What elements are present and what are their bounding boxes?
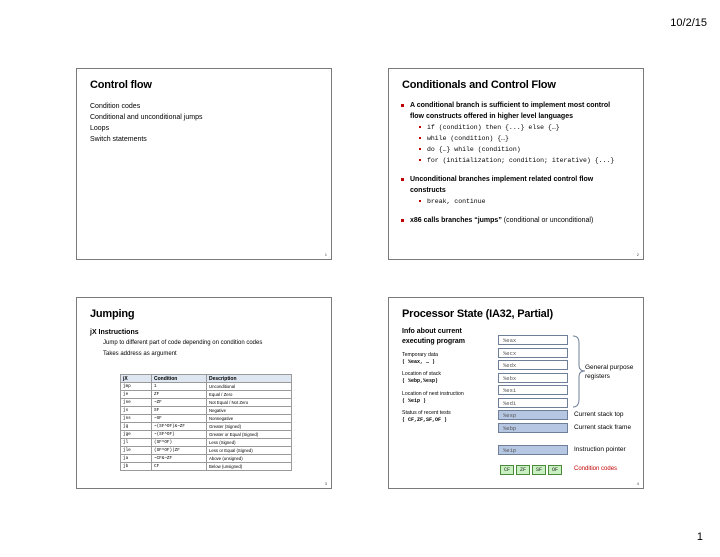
bullet-icon — [401, 104, 404, 107]
temp-regs: ( %eax, … ) — [402, 359, 436, 365]
table-row — [121, 439, 292, 447]
table-cell: ~CF&~ZF — [152, 455, 207, 463]
page-number: 1 — [696, 531, 703, 543]
table-row — [121, 447, 292, 455]
table-cell: jle — [121, 447, 152, 455]
flag-zf: ZF — [516, 465, 530, 475]
status-label: Status of recent tests — [402, 410, 451, 416]
bullet-icon — [419, 137, 421, 139]
table-cell: jl — [121, 439, 152, 447]
bullet-item: Unconditional branches implement related control flow — [401, 174, 614, 185]
register-eax: %eax — [498, 335, 568, 345]
table-cell: Greater (Signed) — [207, 423, 292, 431]
table-cell: ~ZF — [152, 399, 207, 407]
bullet-item-continued: flow constructs offered in higher level languages — [410, 113, 573, 120]
table-row — [121, 463, 292, 471]
list-item: while (condition) {…} — [419, 133, 614, 144]
table-cell: SF — [152, 407, 207, 415]
table-cell: jb — [121, 463, 152, 471]
table-row — [121, 455, 292, 463]
slide-title: Conditionals and Control Flow — [402, 79, 556, 91]
register-ebx: %ebx — [498, 373, 568, 383]
slide-number: 1 — [324, 252, 327, 257]
list-item: break, continue — [419, 196, 614, 207]
table-cell: (SF^OF) — [152, 439, 207, 447]
header-date: 10/2/15 — [670, 17, 707, 29]
table-cell: Equal / Zero — [207, 391, 292, 399]
bullet-icon — [419, 159, 421, 161]
table-cell: Unconditional — [207, 383, 292, 391]
description-line: Jump to different part of code depending on condition codes — [103, 340, 263, 346]
register-ebp: %ebp — [498, 423, 568, 433]
table-cell: Less or Equal (Signed) — [207, 447, 292, 455]
section-heading: jX Instructions — [90, 329, 139, 336]
register-ecx: %ecx — [498, 348, 568, 358]
temp-label: Temporary data — [402, 352, 439, 358]
slide-jumping — [76, 297, 332, 489]
table-cell: ~SF — [152, 415, 207, 423]
list-item: if (condition) then {...} else {…} — [419, 122, 614, 133]
table-header-row — [121, 375, 292, 383]
table-row — [121, 415, 292, 423]
register-esi: %esi — [498, 385, 568, 395]
slide-control-flow — [76, 68, 332, 260]
table-cell: (SF^OF)|ZF — [152, 447, 207, 455]
list-item: Conditional and unconditional jumps — [90, 114, 203, 121]
sub-list — [401, 122, 614, 166]
sub-list — [401, 196, 614, 207]
stack-regs: ( %ebp,%esp) — [402, 378, 439, 384]
register-edi: %edi — [498, 398, 568, 408]
table-cell: jge — [121, 431, 152, 439]
bullet-item-continued: constructs — [410, 187, 446, 194]
bullet-item: A conditional branch is sufficient to implement most control — [401, 100, 614, 111]
table-row — [121, 407, 292, 415]
table-cell: ~(SF^OF)&~ZF — [152, 423, 207, 431]
table-cell: Negative — [207, 407, 292, 415]
bullet-icon — [419, 200, 421, 202]
jump-table — [120, 374, 292, 471]
slide-number: 4 — [636, 481, 639, 486]
table-row — [121, 399, 292, 407]
list-item: for (initialization; condition; iterative) {...} — [419, 155, 614, 166]
table-cell: js — [121, 407, 152, 415]
stack-frame-label: Current stack frame — [574, 424, 632, 431]
column-header: Condition — [152, 375, 207, 383]
flag-cf: CF — [500, 465, 514, 475]
table-cell: Not Equal / Not Zero — [207, 399, 292, 407]
table-cell: Less (Signed) — [207, 439, 292, 447]
register-eip: %eip — [498, 445, 568, 455]
register-edx: %edx — [498, 360, 568, 370]
bullet-icon — [401, 178, 404, 181]
instruction-pointer-label: Instruction pointer — [574, 446, 626, 453]
table-cell: jmp — [121, 383, 152, 391]
table-cell: 1 — [152, 383, 207, 391]
bullet-icon — [419, 126, 421, 128]
table-cell: ~(SF^OF) — [152, 431, 207, 439]
slide-number: 2 — [636, 252, 639, 257]
table-row — [121, 391, 292, 399]
table-cell: jns — [121, 415, 152, 423]
info-heading: executing program — [402, 338, 466, 345]
table-cell: Above (unsigned) — [207, 455, 292, 463]
slide-title: Jumping — [90, 308, 135, 320]
bullet-list — [401, 100, 614, 226]
slide-number: 3 — [324, 481, 327, 486]
list-item: do {…} while (condition) — [419, 144, 614, 155]
column-header: Description — [207, 375, 292, 383]
bullet-item: x86 calls branches “jumps” (conditional or unconditional) — [401, 215, 614, 226]
table-row — [121, 423, 292, 431]
table-cell: ZF — [152, 391, 207, 399]
table-cell: Nonnegative — [207, 415, 292, 423]
table-row — [121, 431, 292, 439]
next-instr-label: Location of next instruction — [402, 391, 464, 397]
stack-label: Location of stack — [402, 371, 441, 377]
next-instr-regs: ( %eip ) — [402, 398, 427, 404]
table-cell: Greater or Equal (Signed) — [207, 431, 292, 439]
table-row — [121, 383, 292, 391]
slide-conditionals — [388, 68, 644, 260]
table-cell: CF — [152, 463, 207, 471]
gp-label: registers — [585, 373, 610, 380]
info-heading: Info about current — [402, 328, 462, 335]
flag-sf: SF — [532, 465, 546, 475]
status-regs: ( CF,ZF,SF,OF ) — [402, 417, 448, 423]
column-header: jX — [121, 375, 152, 383]
topic-list — [90, 101, 202, 145]
register-esp: %esp — [498, 410, 568, 420]
list-item: Switch statements — [90, 136, 147, 143]
list-item: Loops — [90, 125, 110, 132]
table-cell: Below (unsigned) — [207, 463, 292, 471]
stack-top-label: Current stack top — [574, 411, 624, 418]
table-cell: jne — [121, 399, 152, 407]
gp-label: General purpose — [585, 364, 634, 371]
slide-title: Processor State (IA32, Partial) — [402, 308, 553, 320]
list-item: Condition codes — [90, 103, 141, 110]
table-cell: jg — [121, 423, 152, 431]
general-purpose-brace-icon — [572, 335, 586, 408]
condition-codes-label: Condition codes — [574, 466, 618, 472]
table-cell: ja — [121, 455, 152, 463]
slide-title: Control flow — [90, 79, 152, 91]
description-line: Takes address as argument — [103, 351, 177, 357]
bullet-icon — [401, 219, 404, 222]
bullet-icon — [419, 148, 421, 150]
table-cell: je — [121, 391, 152, 399]
flag-of: OF — [548, 465, 562, 475]
